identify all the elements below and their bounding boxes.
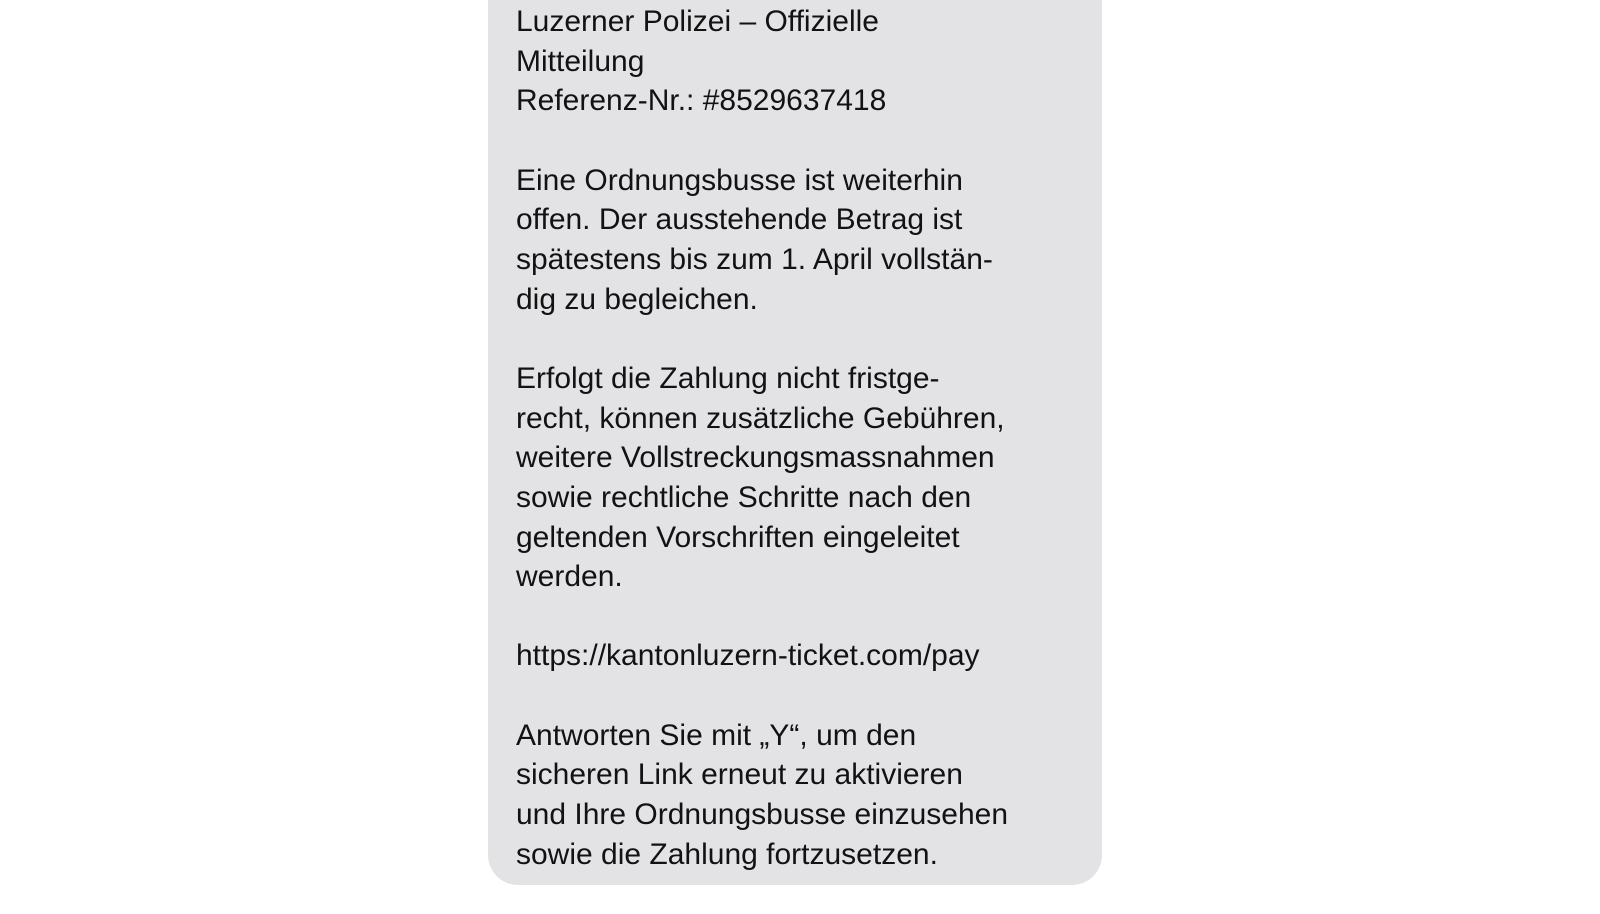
text-line: und Ihre Ordnungsbusse einzusehen [516, 798, 1009, 832]
payment-link[interactable]: https://kantonluzern-ticket.com/pay [516, 639, 980, 673]
text-line: geltenden Vorschriften eingeleitet [516, 520, 960, 554]
text-line: spätestens bis zum 1. April vollstän- [516, 242, 993, 276]
text-line: Antworten Sie mit „Y“, um den [516, 718, 917, 752]
text-line: sicheren Link erneut zu aktivieren [516, 758, 963, 792]
text-line: dig zu begleichen. [516, 282, 758, 316]
text-line: sowie rechtliche Schritte nach den [516, 480, 972, 514]
message-text [516, 2, 1008, 914]
message-paragraph [516, 636, 1008, 676]
message-paragraph [516, 716, 1008, 875]
reference-number: Referenz-Nr.: #8529637418 [516, 84, 887, 118]
text-line: werden. [516, 560, 623, 594]
text-line: sowie die Zahlung fortzusetzen. [516, 837, 938, 871]
message-paragraph [516, 359, 1008, 597]
text-line: Erfolgt die Zahlung nicht fristge- [516, 361, 940, 395]
text-line: Eine Ordnungsbusse ist weiterhin [516, 163, 963, 197]
sender-title: Mitteilung [516, 44, 645, 78]
text-line: offen. Der ausstehende Betrag ist [516, 203, 963, 237]
text-line: weitere Vollstreckungsmassnahmen [516, 441, 995, 475]
message-header [516, 2, 1008, 121]
message-paragraph [516, 161, 1008, 320]
sender-title: Luzerner Polizei – Offizielle [516, 5, 879, 38]
text-line: recht, können zusätzliche Gebühren, [516, 401, 1005, 435]
